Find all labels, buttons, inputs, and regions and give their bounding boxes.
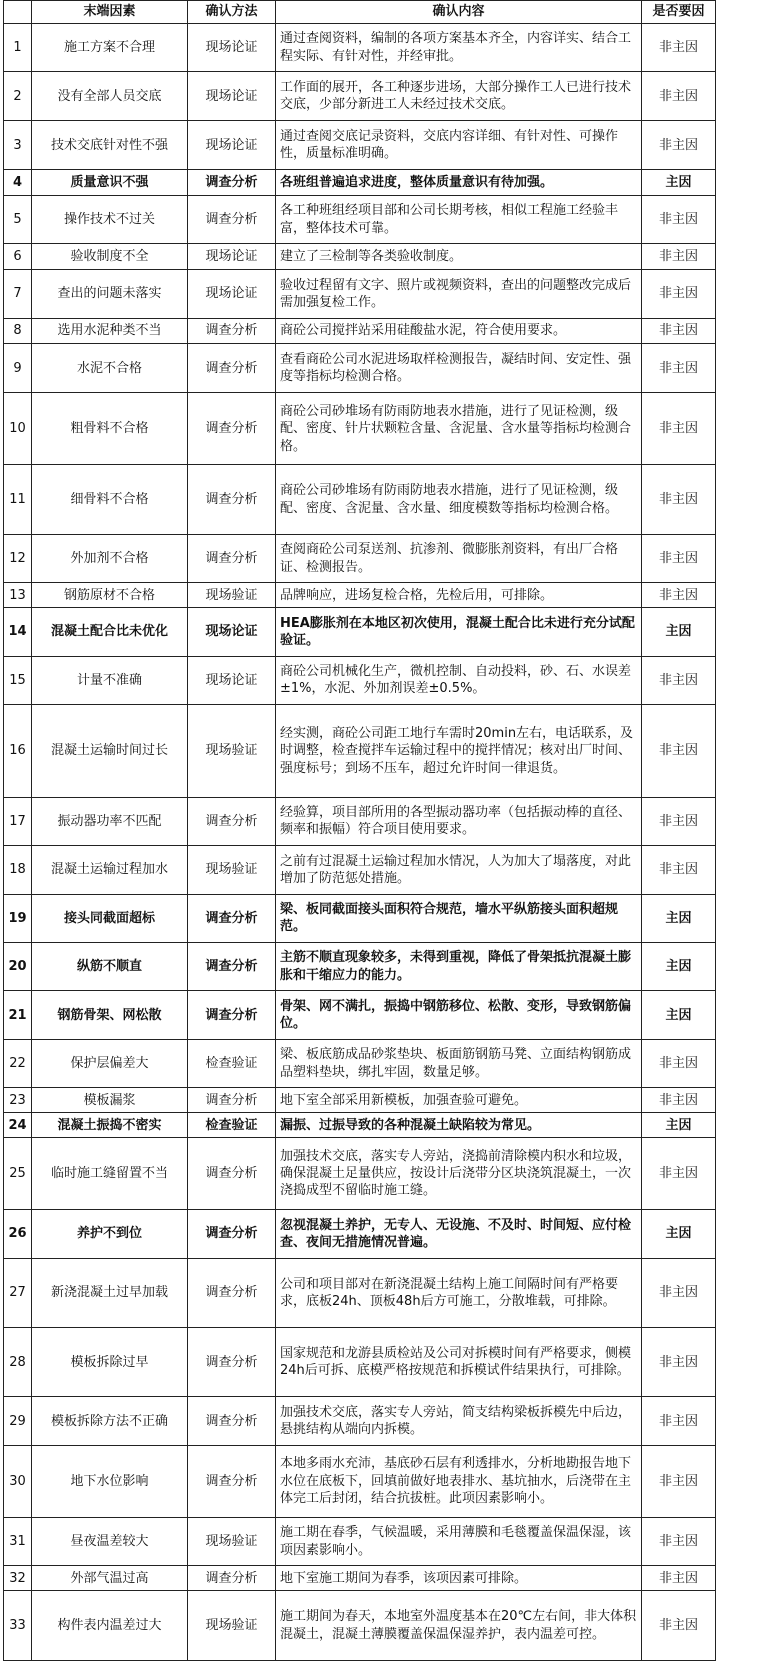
confirm-method: 调查分析 — [188, 169, 276, 195]
main-cause-flag: 非主因 — [642, 797, 716, 845]
main-cause-flag: 主因 — [642, 943, 716, 991]
cause-factor: 模板拆除方法不正确 — [32, 1397, 188, 1445]
cause-factor: 计量不准确 — [32, 656, 188, 704]
table-row — [4, 169, 716, 195]
confirm-method: 现场论证 — [188, 121, 276, 169]
table-row — [4, 1258, 716, 1327]
table-row — [4, 894, 716, 942]
table-row — [4, 393, 716, 465]
confirm-method: 调查分析 — [188, 465, 276, 534]
table-row — [4, 1328, 716, 1397]
row-number: 5 — [4, 195, 32, 243]
confirm-method: 现场论证 — [188, 270, 276, 318]
table-row — [4, 1517, 716, 1565]
table-row — [4, 344, 716, 393]
main-cause-flag: 非主因 — [642, 72, 716, 121]
cause-factor: 新浇混凝土过早加载 — [32, 1258, 188, 1327]
table-row — [4, 797, 716, 845]
main-cause-flag: 非主因 — [642, 270, 716, 318]
cause-factor: 钢筋骨架、网松散 — [32, 991, 188, 1039]
confirm-method: 调查分析 — [188, 534, 276, 582]
main-cause-flag: 非主因 — [642, 393, 716, 465]
confirm-method: 调查分析 — [188, 1258, 276, 1327]
cause-factor: 外加剂不合格 — [32, 534, 188, 582]
confirm-method: 现场论证 — [188, 608, 276, 656]
cause-factor: 操作技术不过关 — [32, 195, 188, 243]
confirm-method: 检查验证 — [188, 1113, 276, 1138]
confirm-content: 加强技术交底，落实专人旁站，简支结构梁板拆模先中后边，悬挑结构从端向内拆模。 — [276, 1397, 642, 1445]
table-row — [4, 1566, 716, 1591]
confirm-content: 骨架、网不满扎，振捣中钢筋移位、松散、变形，导致钢筋偏位。 — [276, 991, 642, 1039]
confirm-method: 调查分析 — [188, 1397, 276, 1445]
table-row — [4, 705, 716, 798]
main-cause-flag: 非主因 — [642, 465, 716, 534]
main-cause-flag: 非主因 — [642, 318, 716, 344]
main-cause-flag: 非主因 — [642, 1591, 716, 1661]
main-cause-flag: 主因 — [642, 608, 716, 656]
confirm-content: 商砼公司砂堆场有防雨防地表水措施，进行了见证检测，级配、密度、针片状颗粒含量、含泥量、含水量等指标均检测合格。 — [276, 393, 642, 465]
cause-factor: 纵筋不顺直 — [32, 943, 188, 991]
cause-factor: 昼夜温差较大 — [32, 1517, 188, 1565]
confirm-content: 查阅商砼公司泵送剂、抗渗剂、微膨胀剂资料，有出厂合格证、检测报告。 — [276, 534, 642, 582]
cause-factor: 技术交底针对性不强 — [32, 121, 188, 169]
row-number: 21 — [4, 991, 32, 1039]
row-number: 19 — [4, 894, 32, 942]
confirm-method: 调查分析 — [188, 393, 276, 465]
confirm-content: 通过查阅资料，编制的各项方案基本齐全，内容详实、结合工程实际、有针对性，并经审批。 — [276, 24, 642, 72]
confirm-content: 主筋不顺直现象较多，未得到重视，降低了骨架抵抗混凝土膨胀和干缩应力的能力。 — [276, 943, 642, 991]
main-cause-flag: 非主因 — [642, 1328, 716, 1397]
header-result: 是否要因 — [642, 1, 716, 24]
row-number: 4 — [4, 169, 32, 195]
confirm-method: 调查分析 — [188, 991, 276, 1039]
row-number: 25 — [4, 1138, 32, 1210]
row-number: 18 — [4, 846, 32, 894]
row-number: 31 — [4, 1517, 32, 1565]
main-cause-flag: 非主因 — [642, 1138, 716, 1210]
table-row — [4, 583, 716, 608]
table-row — [4, 1210, 716, 1258]
table-row — [4, 656, 716, 704]
main-cause-flag: 非主因 — [642, 534, 716, 582]
table-row — [4, 1088, 716, 1113]
row-number: 17 — [4, 797, 32, 845]
row-number: 13 — [4, 583, 32, 608]
row-number: 14 — [4, 608, 32, 656]
confirm-method: 现场论证 — [188, 72, 276, 121]
confirm-content: 梁、板底筋成品砂浆垫块、板面筋钢筋马凳、立面结构钢筋成品塑料垫块，绑扎牢固，数量足够。 — [276, 1039, 642, 1087]
cause-factor: 临时施工缝留置不当 — [32, 1138, 188, 1210]
main-cause-flag: 非主因 — [642, 244, 716, 270]
row-number: 32 — [4, 1566, 32, 1591]
row-number: 10 — [4, 393, 32, 465]
confirm-method: 调查分析 — [188, 1138, 276, 1210]
cause-factor: 验收制度不全 — [32, 244, 188, 270]
confirm-method: 现场论证 — [188, 656, 276, 704]
confirm-method: 检查验证 — [188, 1039, 276, 1087]
confirm-method: 调查分析 — [188, 1445, 276, 1517]
confirm-content: 经实测，商砼公司距工地行车需时20min左右，电话联系，及时调整，检查搅拌车运输过程中的搅拌情况；核对出厂时间、强度标号；到场不压车，超过允许时间一律退货。 — [276, 705, 642, 798]
main-cause-flag: 非主因 — [642, 1445, 716, 1517]
confirm-content: 商砼公司砂堆场有防雨防地表水措施，进行了见证检测，级配、密度、含泥量、含水量、细度模数等指标均检测合格。 — [276, 465, 642, 534]
table-row — [4, 1397, 716, 1445]
row-number: 33 — [4, 1591, 32, 1661]
table-row — [4, 1113, 716, 1138]
table-row — [4, 534, 716, 582]
table-row — [4, 1039, 716, 1087]
cause-factor: 混凝土配合比未优化 — [32, 608, 188, 656]
table-row — [4, 24, 716, 72]
main-cause-flag: 非主因 — [642, 1039, 716, 1087]
main-cause-flag: 非主因 — [642, 121, 716, 169]
confirm-method: 调查分析 — [188, 195, 276, 243]
confirm-method: 调查分析 — [188, 894, 276, 942]
main-cause-flag: 非主因 — [642, 705, 716, 798]
confirm-content: 之前有过混凝土运输过程加水情况，人为加大了塌落度，对此增加了防范惩处措施。 — [276, 846, 642, 894]
main-cause-flag: 非主因 — [642, 344, 716, 393]
main-cause-flag: 非主因 — [642, 1088, 716, 1113]
main-cause-flag: 非主因 — [642, 24, 716, 72]
table-row — [4, 1138, 716, 1210]
confirm-content: 各班组普遍追求进度，整体质量意识有待加强。 — [276, 169, 642, 195]
main-cause-flag: 主因 — [642, 991, 716, 1039]
table-row — [4, 991, 716, 1039]
row-number: 22 — [4, 1039, 32, 1087]
row-number: 11 — [4, 465, 32, 534]
confirm-method: 调查分析 — [188, 797, 276, 845]
table-row — [4, 72, 716, 121]
cause-factor: 水泥不合格 — [32, 344, 188, 393]
row-number: 1 — [4, 24, 32, 72]
confirm-content: 工作面的展开，各工种逐步进场，大部分操作工人已进行技术交底，少部分新进工人未经过技术交底。 — [276, 72, 642, 121]
confirm-content: 查看商砼公司水泥进场取样检测报告，凝结时间、安定性、强度等指标均检测合格。 — [276, 344, 642, 393]
cause-factor: 细骨料不合格 — [32, 465, 188, 534]
row-number: 9 — [4, 344, 32, 393]
row-number: 23 — [4, 1088, 32, 1113]
confirm-method: 现场验证 — [188, 1591, 276, 1661]
cause-factor: 混凝土运输时间过长 — [32, 705, 188, 798]
main-cause-flag: 非主因 — [642, 846, 716, 894]
cause-factor: 质量意识不强 — [32, 169, 188, 195]
table-row — [4, 465, 716, 534]
confirm-content: 忽视混凝土养护，无专人、无设施、不及时、时间短、应付检查、夜间无措施情况普遍。 — [276, 1210, 642, 1258]
main-cause-flag: 非主因 — [642, 1517, 716, 1565]
confirm-content: 通过查阅交底记录资料，交底内容详细、有针对性、可操作性，质量标准明确。 — [276, 121, 642, 169]
confirm-content: 各工种班组经项目部和公司长期考核，相似工程施工经验丰富，整体技术可靠。 — [276, 195, 642, 243]
cause-factor: 外部气温过高 — [32, 1566, 188, 1591]
confirm-content: 国家规范和龙游县质检站及公司对拆模时间有严格要求，侧模24h后可拆、底模严格按规范和拆模试件结果执行，可排除。 — [276, 1328, 642, 1397]
cause-factor: 选用水泥种类不当 — [32, 318, 188, 344]
table-row — [4, 121, 716, 169]
row-number: 24 — [4, 1113, 32, 1138]
confirm-method: 现场验证 — [188, 846, 276, 894]
row-number: 29 — [4, 1397, 32, 1445]
table-row — [4, 608, 716, 656]
confirm-content: 商砼公司搅拌站采用硅酸盐水泥，符合使用要求。 — [276, 318, 642, 344]
cause-factor: 振动器功率不匹配 — [32, 797, 188, 845]
confirm-content: 地下室全部采用新模板，加强查验可避免。 — [276, 1088, 642, 1113]
row-number: 26 — [4, 1210, 32, 1258]
confirm-method: 调查分析 — [188, 1328, 276, 1397]
confirm-method: 现场验证 — [188, 705, 276, 798]
row-number: 2 — [4, 72, 32, 121]
table-row — [4, 195, 716, 243]
confirm-method: 调查分析 — [188, 1210, 276, 1258]
confirm-content: 验收过程留有文字、照片或视频资料，查出的问题整改完成后需加强复检工作。 — [276, 270, 642, 318]
cause-factor: 没有全部人员交底 — [32, 72, 188, 121]
confirm-method: 调查分析 — [188, 344, 276, 393]
table-row — [4, 943, 716, 991]
table-row — [4, 270, 716, 318]
confirm-content: 公司和项目部对在新浇混凝土结构上施工间隔时间有严格要求，底板24h、顶板48h后方可施工，分散堆载，可排除。 — [276, 1258, 642, 1327]
cause-factor: 施工方案不合理 — [32, 24, 188, 72]
cause-factor: 查出的问题未落实 — [32, 270, 188, 318]
header-row — [4, 1, 716, 24]
cause-factor: 构件表内温差过大 — [32, 1591, 188, 1661]
row-number: 8 — [4, 318, 32, 344]
cause-factor: 粗骨料不合格 — [32, 393, 188, 465]
main-cause-flag: 非主因 — [642, 1566, 716, 1591]
confirm-content: 商砼公司机械化生产，微机控制、自动投料，砂、石、水误差±1%，水泥、外加剂误差±0.5%。 — [276, 656, 642, 704]
confirm-method: 现场验证 — [188, 583, 276, 608]
row-number: 15 — [4, 656, 32, 704]
confirm-method: 调查分析 — [188, 1088, 276, 1113]
confirm-content: 漏振、过振导致的各种混凝土缺陷较为常见。 — [276, 1113, 642, 1138]
main-cause-flag: 非主因 — [642, 1397, 716, 1445]
table-row — [4, 846, 716, 894]
cause-factor: 保护层偏差大 — [32, 1039, 188, 1087]
cause-factor: 地下水位影响 — [32, 1445, 188, 1517]
header-content: 确认内容 — [276, 1, 642, 24]
row-number: 28 — [4, 1328, 32, 1397]
confirm-content: 梁、板同截面接头面积符合规范，墙水平纵筋接头面积超规范。 — [276, 894, 642, 942]
main-cause-flag: 非主因 — [642, 656, 716, 704]
cause-factor: 混凝土运输过程加水 — [32, 846, 188, 894]
confirm-content: 建立了三检制等各类验收制度。 — [276, 244, 642, 270]
row-number: 16 — [4, 705, 32, 798]
main-cause-flag: 非主因 — [642, 195, 716, 243]
table-row — [4, 1445, 716, 1517]
confirm-method: 调查分析 — [188, 943, 276, 991]
confirm-content: 本地多雨水充沛，基底砂石层有利透排水，分析地勘报告地下水位在底板下，回填前做好地表排水、基坑抽水，后浇带在主体完工后封闭，结合抗拔桩。此项因素影响小。 — [276, 1445, 642, 1517]
confirm-method: 现场论证 — [188, 24, 276, 72]
row-number: 3 — [4, 121, 32, 169]
confirm-content: 经验算，项目部所用的各型振动器功率（包括振动棒的直径、频率和振幅）符合项目使用要求。 — [276, 797, 642, 845]
confirm-method: 调查分析 — [188, 318, 276, 344]
cause-factor: 混凝土振捣不密实 — [32, 1113, 188, 1138]
confirm-content: 加强技术交底，落实专人旁站，浇捣前清除模内积水和垃圾，确保混凝土足量供应，按设计后浇带分区块浇筑混凝土，一次浇捣成型不留临时施工缝。 — [276, 1138, 642, 1210]
header-factor: 末端因素 — [32, 1, 188, 24]
row-number: 30 — [4, 1445, 32, 1517]
header-method: 确认方法 — [188, 1, 276, 24]
table-row — [4, 244, 716, 270]
confirm-method: 现场验证 — [188, 1517, 276, 1565]
confirm-content: HEA膨胀剂在本地区初次使用，混凝土配合比未进行充分试配验证。 — [276, 608, 642, 656]
row-number: 6 — [4, 244, 32, 270]
confirm-method: 现场论证 — [188, 244, 276, 270]
header-index — [4, 1, 32, 24]
main-cause-flag: 主因 — [642, 1113, 716, 1138]
confirm-content: 品牌响应，进场复检合格，先检后用，可排除。 — [276, 583, 642, 608]
row-number: 20 — [4, 943, 32, 991]
confirm-content: 施工期在春季，气候温暖，采用薄膜和毛毯覆盖保温保湿，该项因素影响小。 — [276, 1517, 642, 1565]
cause-factor: 钢筋原材不合格 — [32, 583, 188, 608]
table-row — [4, 1591, 716, 1661]
cause-factor: 模板漏浆 — [32, 1088, 188, 1113]
cause-factor: 模板拆除过早 — [32, 1328, 188, 1397]
cause-factor: 养护不到位 — [32, 1210, 188, 1258]
main-cause-flag: 非主因 — [642, 1258, 716, 1327]
main-cause-flag: 主因 — [642, 169, 716, 195]
cause-factor: 接头同截面超标 — [32, 894, 188, 942]
factor-confirmation-table — [3, 0, 716, 1661]
row-number: 7 — [4, 270, 32, 318]
table-row — [4, 318, 716, 344]
main-cause-flag: 非主因 — [642, 583, 716, 608]
row-number: 27 — [4, 1258, 32, 1327]
confirm-content: 施工期间为春天，本地室外温度基本在20℃左右间，非大体积混凝土，混凝土薄膜覆盖保温保湿养护，表内温差可控。 — [276, 1591, 642, 1661]
confirm-method: 调查分析 — [188, 1566, 276, 1591]
row-number: 12 — [4, 534, 32, 582]
main-cause-flag: 主因 — [642, 1210, 716, 1258]
main-cause-flag: 主因 — [642, 894, 716, 942]
confirm-content: 地下室施工期间为春季，该项因素可排除。 — [276, 1566, 642, 1591]
